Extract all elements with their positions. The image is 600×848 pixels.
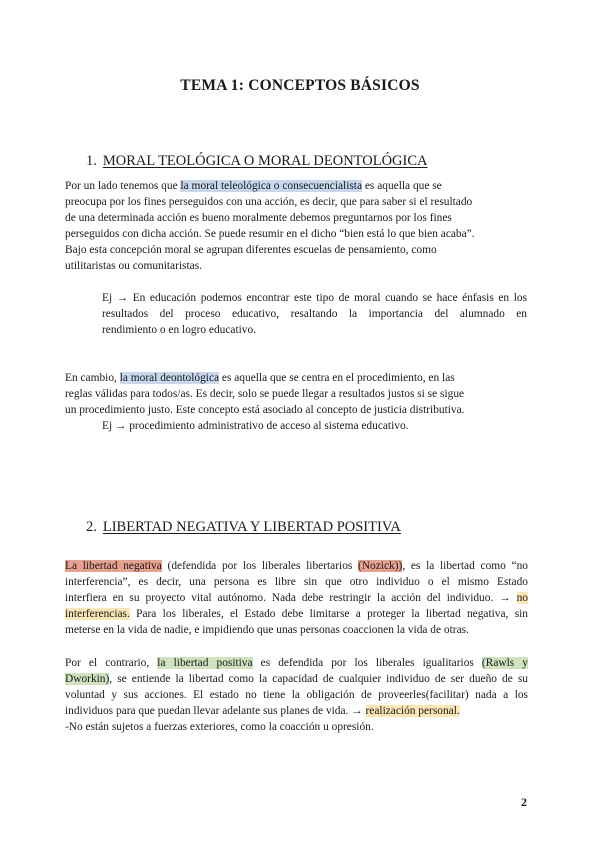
page-number: 2 xyxy=(521,795,527,809)
highlight-realizacion-personal: realización personal. xyxy=(365,705,460,717)
s2p2-line4: individuos para que puedan llevar adelante sus planes de vida. → realización personal. xyxy=(65,705,460,717)
section2-title: LIBERTAD NEGATIVA Y LIBERTAD POSITIVA xyxy=(102,519,401,535)
s1p2-line1: En cambio, la moral deontológica es aquella que se centra en el procedimiento, en las xyxy=(65,372,455,384)
section1-title: MORAL TEOLÓGICA O MORAL DEONTOLÓGICA xyxy=(102,153,428,169)
s1p1-line2: preocupa por los fines perseguidos con una acción, es decir, que para saber si el resultado xyxy=(65,196,473,208)
highlight-moral-deontologica: la moral deontológica xyxy=(119,372,220,384)
s1ex-line2: resultados del proceso educativo, resaltando la importancia del alumnado en xyxy=(102,308,527,320)
s2p2-line5: -No están sujetos a fuerzas exteriores, como la coacción u opresión. xyxy=(65,721,374,733)
highlight-libertad-negativa: La libertad negativa xyxy=(65,560,162,572)
section2-number: 2. xyxy=(86,519,97,535)
s2p2-line1: Por el contrario, la libertad positiva es defendida por los liberales igualitarios (Rawls y xyxy=(65,657,528,669)
s2p2-line2: Dworkin), se entiende la libertad como la capacidad de cualquier individuo de ser dueño de su xyxy=(65,673,528,685)
s1ex-line1: Ej → En educación podemos encontrar este tipo de moral cuando se hace énfasis en los xyxy=(102,292,527,304)
section1-number: 1. xyxy=(86,153,97,169)
s1p2-line4: Ej → procedimiento administrativo de acceso al sistema educativo. xyxy=(102,420,409,432)
highlight-dworkin: Dworkin) xyxy=(65,673,110,685)
highlight-moral-teleologica: la moral teleológica o consecuencialista xyxy=(180,180,363,192)
page-title: TEMA 1: CONCEPTOS BÁSICOS xyxy=(180,77,420,94)
s1p1-line4: perseguidos con dicha acción. Se puede resumir en el dicho “bien está lo que bien acaba”. xyxy=(65,228,475,240)
highlight-nozick: (Nozick)) xyxy=(358,560,403,572)
s1p1-line3: de una determinada acción es bueno moralmente debemos preguntarnos por los fines xyxy=(65,212,452,224)
section1-heading xyxy=(86,153,428,170)
s2p1-line2: interferencia”, es decir, una persona es libre sin que otro individuo o el mismo Estado xyxy=(65,576,528,588)
highlight-interferencias: interferencias. xyxy=(65,608,130,620)
s2p2-line3: voluntad y sus acciones. El estado no tiene la obligación de proveerles(facilitar) nada a los xyxy=(65,689,528,701)
s1p1-line6: utilitaristas ou comunitaristas. xyxy=(65,260,202,272)
s2p1-line1: La libertad negativa (defendida por los liberales libertarios (Nozick)), es la libertad como “no xyxy=(65,560,528,572)
highlight-rawls: (Rawls y xyxy=(481,657,528,669)
s1p1-line1: Por un lado tenemos que la moral teleológica o consecuencialista es aquella que se xyxy=(65,180,442,192)
s1p1-line5: Bajo esta concepción moral se agrupan diferentes escuelas de pensamiento, como xyxy=(65,244,437,256)
highlight-libertad-positiva: la libertad positiva xyxy=(157,657,253,669)
highlight-no: no xyxy=(516,592,528,604)
s2p1-line5: meterse en la vida de nadie, e impidiendo que unas personas coaccionen la vida de otras. xyxy=(65,624,469,636)
s2p1-line3: interfiera en su proyecto vital autónomo. Nada debe restringir la acción del individuo. → no xyxy=(65,592,528,604)
s2p1-line4: interferencias. Para los liberales, el Estado debe limitarse a proteger la libertad negativa, sin xyxy=(65,608,528,620)
s1p2-line2: reglas válidas para todos/as. Es decir, solo se puede llegar a resultados justos si se sigue xyxy=(65,388,465,400)
section2-heading xyxy=(86,519,401,536)
s1p2-line3: un procedimiento justo. Este concepto está asociado al concepto de justicia distributiva. xyxy=(65,404,465,416)
s1ex-line3: rendimiento o en logro educativo. xyxy=(102,324,257,336)
